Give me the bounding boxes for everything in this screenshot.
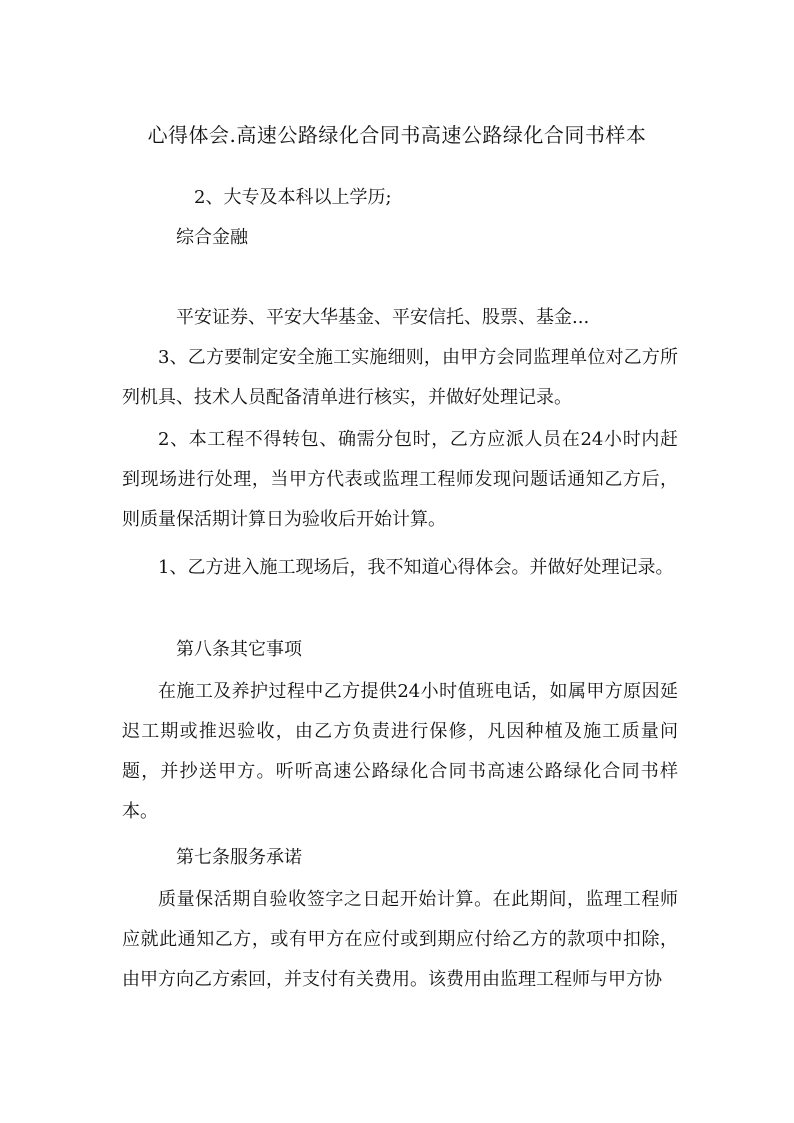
paragraph-clause-2: 2、本工程不得转包、确需分包时，乙方应派人员在24小时内赶到现场进行处理，当甲方代表或监理工程师发现问题话通知乙方后，则质量保活期计算日为验收后开始计算。 — [122, 429, 678, 530]
paragraph-education: 2、大专及本科以上学历; — [194, 187, 392, 208]
paragraph-clause-3: 3、乙方要制定安全施工实施细则，由甲方会同监理单位对乙方所列机具、技术人员配备清单进行核实，并做好处理记录。 — [122, 347, 678, 408]
paragraph-finance-list: 平安证券、平安大华基金、平安信托、股票、基金... — [176, 307, 590, 328]
section-heading-article-7: 第七条服务承诺 — [176, 847, 302, 868]
paragraph-article-7-body: 质量保活期自验收签字之日起开始计算。在此期间，监理工程师应就此通知乙方，或有甲方在应付或到期应付给乙方的款项中扣除，由甲方向乙方索回，并支付有关费用。该费用由监理工程师与甲方协 — [122, 889, 678, 990]
paragraph-clause-1: 1、乙方进入施工现场后，我不知道心得体会。并做好处理记录。 — [158, 557, 674, 578]
document-title: 心得体会.高速公路绿化合同书高速公路绿化合同书样本 — [147, 123, 647, 147]
paragraph-article-8-body: 在施工及养护过程中乙方提供24小时值班电话，如属甲方原因延迟工期或推迟验收，由乙方负责进行保修，凡因种植及施工质量问题，并抄送甲方。听听高速公路绿化合同书高速公路绿化合同书样本。 — [122, 681, 678, 822]
section-heading-article-8: 第八条其它事项 — [176, 639, 302, 660]
paragraph-finance-heading: 综合金融 — [176, 227, 248, 248]
